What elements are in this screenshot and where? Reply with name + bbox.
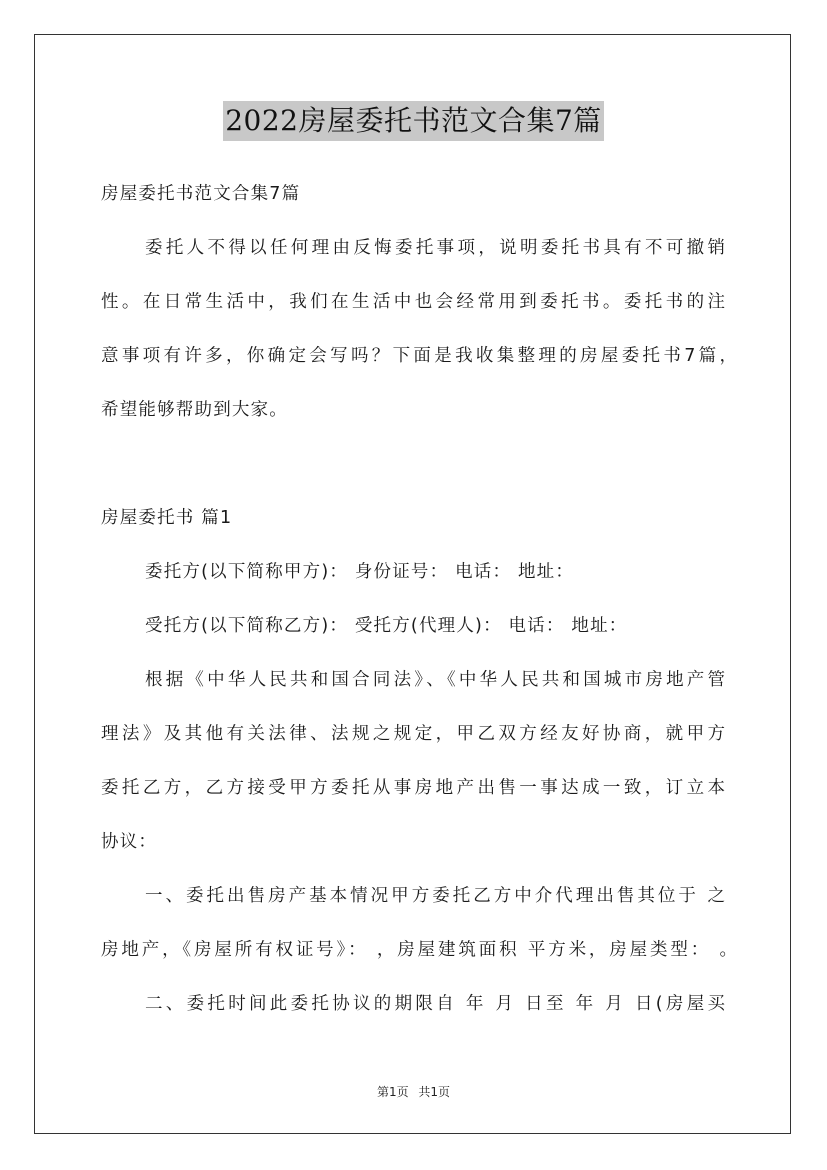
section-heading: 房屋委托书 篇1: [101, 508, 233, 528]
page-footer: [0, 1083, 827, 1100]
basis-line-4: 协议：: [101, 832, 158, 852]
intro-line-2: 性。在日常生活中，我们在生活中也会经常用到委托书。委托书的注: [101, 292, 725, 312]
document-title: 2022房屋委托书范文合集7篇: [223, 101, 604, 141]
title-container: [0, 101, 827, 141]
basis-line-2: 理法》及其他有关法律、法规之规定，甲乙双方经友好协商，就甲方: [101, 724, 725, 744]
basis-line-3: 委托乙方，乙方接受甲方委托从事房地产出售一事达成一致，订立本: [101, 778, 725, 798]
intro-line-1: 委托人不得以任何理由反悔委托事项，说明委托书具有不可撤销: [145, 238, 725, 258]
document-subtitle: 房屋委托书范文合集7篇: [101, 184, 301, 204]
intro-line-3: 意事项有许多，你确定会写吗？下面是我收集整理的房屋委托书7篇，: [101, 346, 737, 366]
clause2-line-1: 二、委托时间此委托协议的期限自 年 月 日至 年 月 日(房屋买: [145, 994, 725, 1014]
page-number: 第1页: [376, 1085, 409, 1099]
party-a-line: 委托方(以下简称甲方)： 身份证号： 电话： 地址：: [145, 562, 575, 582]
intro-line-4: 希望能够帮助到大家。: [101, 400, 288, 420]
clause1-line-1: 一、委托出售房产基本情况甲方委托乙方中介代理出售其位于 之: [145, 886, 725, 906]
basis-line-1: 根据《中华人民共和国合同法》、《中华人民共和国城市房地产管: [145, 670, 725, 690]
party-b-line: 受托方(以下简称乙方)： 受托方(代理人)： 电话： 地址：: [145, 616, 628, 636]
clause1-line-2: 房地产，《房屋所有权证号》： ，房屋建筑面积 平方米，房屋类型： 。: [101, 940, 737, 960]
page-total: 共1页: [418, 1085, 451, 1099]
